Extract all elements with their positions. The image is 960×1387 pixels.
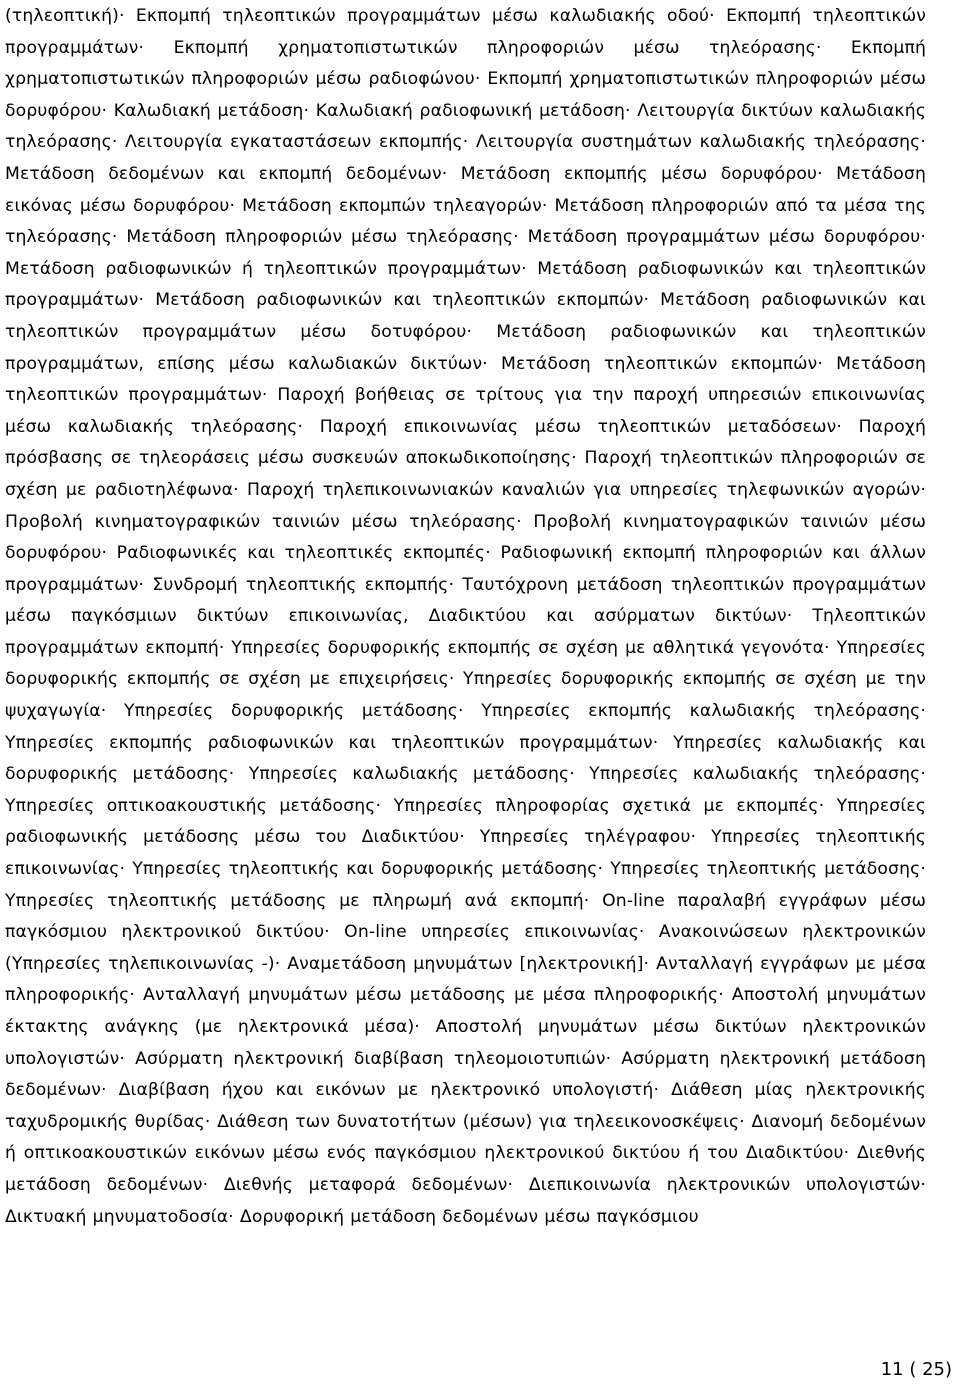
page-number: 11 ( 25): [880, 1359, 952, 1380]
body-paragraph: (τηλεοπτική)· Εκπομπή τηλεοπτικών προγραμμάτων μέσω καλωδιακής οδού· Εκπομπή τηλεοπτικών προγραμμάτων· Εκπομπή χρηματοπιστωτικών πληροφοριών μέσω τηλεόρασης· Εκπομπή χρηματοπιστωτικών πληροφοριών μέσω ραδιοφώνου· Εκπομπή χρηματοπιστωτικών πληροφοριών μέσω δορυφόρου· Καλωδιακή μετάδοση· Καλωδιακή ραδιοφωνική μετάδοση· Λειτουργία δικτύων καλωδιακής τηλεόρασης· Λειτουργία εγκαταστάσεων εκπομπής· Λειτουργία συστημάτων καλωδιακής τηλεόρασης· Μετάδοση δεδομένων και εκπομπή δεδομένων· Μετάδοση εκπομπής μέσω δορυφόρου· Μετάδοση εικόνας μέσω δορυφόρου· Μετάδοση εκπομπών τηλεαγορών· Μετάδοση πληροφοριών από τα μέσα της τηλεόρασης· Μετάδοση πληροφοριών μέσω τηλεόρασης· Μετάδοση προγραμμάτων μέσω δορυφόρου· Μετάδοση ραδιοφωνικών ή τηλεοπτικών προγραμμάτων· Μετάδοση ραδιοφωνικών και τηλεοπτικών προγραμμάτων· Μετάδοση ραδιοφωνικών και τηλεοπτικών εκπομπών· Μετάδοση ραδιοφωνικών και τηλεοπτικών προγραμμάτων μέσω δοτυφόρου· Μετάδοση ραδιοφωνικών και τηλεοπτικών προγραμμάτων, επίσης μέσω καλωδιακών δικτύων· Μετάδοση τηλεοπτικών εκπομπών· Μετάδοση τηλεοπτικών προγραμμάτων· Παροχή βοήθειας σε τρίτους για την παροχή υπηρεσιών επικοινωνίας μέσω καλωδιακής τηλεόρασης· Παροχή επικοινωνίας μέσω τηλεοπτικών μεταδόσεων· Παροχή πρόσβασης σε τηλεοράσεις μέσω συσκευών αποκωδικοποίησης· Παροχή τηλεοπτικών πληροφοριών σε σχέση με ραδιοτηλέφωνα· Παροχή τηλεπικοινωνιακών καναλιών για υπηρεσίες τηλεφωνικών αγορών· Προβολή κινηματογραφικών ταινιών μέσω τηλεόρασης· Προβολή κινηματογραφικών ταινιών μέσω δορυφόρου· Ραδιοφωνικές και τηλεοπτικές εκπομπές· Ραδιοφωνική εκπομπή πληροφοριών και άλλων προγραμμάτων· Συνδρομή τηλεοπτικής εκπομπής· Ταυτόχρονη μετάδοση τηλεοπτικών προγραμμάτων μέσω παγκόσμιων δικτύων επικοινωνίας, Διαδικτύου και ασύρματων δικτύων· Τηλεοπτικών προγραμμάτων εκπομπή· Υπηρεσίες δορυφορικής εκπομπής σε σχέση με αθλητικά γεγονότα· Υπηρεσίες δορυφορικής εκπομπής σε σχέση με επιχειρήσεις· Υπηρεσίες δορυφορικής εκπομπής σε σχέση με την ψυχαγωγία· Υπηρεσίες δορυφορικής μετάδοσης· Υπηρεσίες εκπομπής καλωδιακής τηλεόρασης· Υπηρεσίες εκπομπής ραδιοφωνικών και τηλεοπτικών προγραμμάτων· Υπηρεσίες καλωδιακής και δορυφορικής μετάδοσης· Υπηρεσίες καλωδιακής μετάδοσης· Υπηρεσίες καλωδιακής τηλεόρασης· Υπηρεσίες οπτικοακουστικής μετάδοσης· Υπηρεσίες πληροφορίας σχετικά με εκπομπές· Υπηρεσίες ραδιοφωνικής μετάδοσης μέσω του Διαδικτύου· Υπηρεσίες τηλέγραφου· Υπηρεσίες τηλεοπτικής επικοινωνίας· Υπηρεσίες τηλεοπτικής και δορυφορικής μετάδοσης· Υπηρεσίες τηλεοπτικής μετάδοσης· Υπηρεσίες τηλεοπτικής μετάδοσης με πληρωμή ανά εκπομπή· On-line παραλαβή εγγράφων μέσω παγκόσμιου ηλεκτρονικού δικτύου· On-line υπηρεσίες επικοινωνίας· Ανακοινώσεων ηλεκτρονικών (Υπηρεσίες τηλεπικοινωνίας -)· Αναμετάδοση μηνυμάτων [ηλεκτρονική]· Ανταλλαγή εγγράφων με μέσα πληροφορικής· Ανταλλαγή μηνυμάτων μέσω μετάδοσης με μέσα πληροφορικής· Αποστολή μηνυμάτων έκτακτης ανάγκης (με ηλεκτρονικά μέσα)· Αποστολή μηνυμάτων μέσω δικτύων ηλεκτρονικών υπολογιστών· Ασύρματη ηλεκτρονική διαβίβαση τηλεομοιοτυπιών· Ασύρματη ηλεκτρονική μετάδοση δεδομένων· Διαβίβαση ήχου και εικόνων με ηλεκτρονικό υπολογιστή· Διάθεση μίας ηλεκτρονικής ταχυδρομικής θυρίδας· Διάθεση των δυνατοτήτων (μέσων) για τηλεεικονοσκέψεις· Διανομή δεδομένων ή οπτικοακουστικών εικόνων μέσω ενός παγκόσμιου ηλεκτρονικού δικτύου ή του Διαδικτύου· Διεθνής μετάδοση δεδομένων· Διεθνής μεταφορά δεδομένων· Διεπικοινωνία ηλεκτρονικών υπολογιστών· Δικτυακή μηνυματοδοσία· Δορυφορική μετάδοση δεδομένων μέσω παγκόσμιου: [5, 6, 926, 1227]
